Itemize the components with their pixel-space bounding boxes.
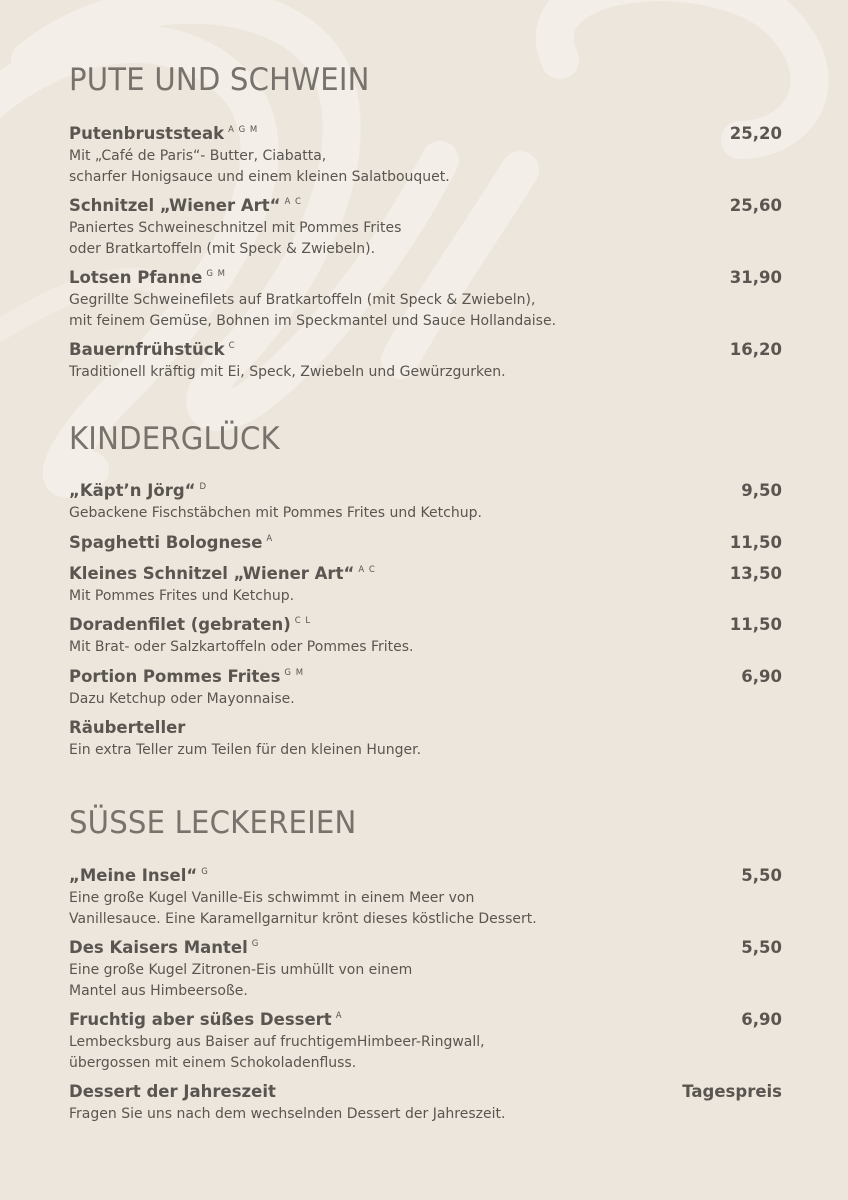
menu-item [69, 124, 782, 187]
allergen-codes: A G M [228, 125, 259, 135]
menu-item [69, 564, 782, 607]
allergen-codes: G M [284, 667, 305, 678]
item-name: Räuberteller [69, 718, 186, 737]
item-name: Fruchtig aber süßes Dessert $^A$ [69, 1010, 343, 1029]
allergen-codes: A [266, 533, 274, 544]
menu-item [69, 1010, 782, 1073]
item-description: Mit Brat- oder Salzkartoffeln oder Pommes Frites. [69, 639, 414, 655]
item-price: 11,50 [729, 532, 782, 552]
menu-item [69, 196, 782, 259]
item-description: Fragen Sie uns nach dem wechselnden Dessert der Jahreszeit. [69, 1106, 506, 1122]
allergen-codes: D [199, 482, 208, 492]
item-price: 5,50 [741, 866, 782, 885]
allergen-codes: A C [358, 564, 376, 575]
item-price: 5,50 [741, 938, 782, 957]
allergen-codes: G [201, 867, 209, 877]
item-price: 6,90 [741, 666, 782, 686]
menu-item [69, 340, 782, 383]
allergen-codes: C [228, 341, 236, 351]
item-name: Bauernfrühstück $^C$ [69, 340, 236, 359]
item-description: übergossen mit einem Schokoladenfluss. [69, 1054, 357, 1071]
item-name: Kleines Schnitzel „Wiener Art“ $^{A C}$ [69, 563, 376, 583]
item-description: Dazu Ketchup oder Mayonnaise. [69, 690, 295, 707]
item-description: Mit Pommes Frites und Ketchup. [69, 587, 295, 604]
item-name: Schnitzel „Wiener Art“ $^{A C}$ [69, 196, 302, 215]
item-description: oder Bratkartoffeln (mit Speck & Zwiebeln). [69, 240, 376, 257]
section-title: KINDERGLÜCK [69, 421, 280, 457]
item-price: 25,20 [729, 124, 782, 143]
menu-item [69, 481, 782, 524]
menu-item [69, 533, 782, 555]
menu-item [69, 667, 782, 710]
item-description: Mit „Café de Paris“- Butter, Ciabatta, [69, 148, 327, 164]
section-suesse-leckereien [69, 805, 782, 1125]
item-price: 25,60 [729, 196, 782, 215]
item-price: 11,50 [729, 615, 782, 634]
item-description: mit feinem Gemüse, Bohnen im Speckmantel und Sauce Hollandaise. [69, 312, 557, 329]
item-name: Dessert der Jahreszeit [69, 1082, 276, 1101]
item-description: Gebackene Fischstäbchen mit Pommes Frites und Ketchup. [69, 505, 482, 521]
menu-item [69, 718, 782, 761]
menu-item [69, 866, 782, 929]
item-name: Putenbruststeak $^{A G M}$ [69, 124, 259, 143]
allergen-codes: C L [294, 616, 312, 626]
item-description: Traditionell kräftig mit Ei, Speck, Zwiebeln und Gewürzgurken. [69, 364, 506, 380]
item-description: Ein extra Teller zum Teilen für den kleinen Hunger. [69, 742, 422, 758]
allergen-codes: A C [284, 197, 302, 207]
menu-item [69, 938, 782, 1001]
allergen-codes: G [251, 939, 260, 949]
item-description: Gegrillte Schweinefilets auf Bratkartoffeln (mit Speck & Zwiebeln), [69, 292, 536, 308]
section-pute-und-schwein [69, 62, 782, 383]
item-name: Lotsen Pfanne $^{G M}$ [69, 268, 226, 287]
item-price: 16,20 [729, 340, 782, 359]
item-price: 31,90 [729, 268, 782, 287]
allergen-codes: G M [206, 269, 226, 279]
item-price: 13,50 [729, 563, 782, 583]
section-kinderglueck [69, 421, 782, 761]
item-name: „Käpt’n Jörg“ $^D$ [69, 481, 208, 500]
item-name: Doradenfilet (gebraten) $^{C L}$ [69, 615, 312, 634]
item-name: Spaghetti Bolognese $^A$ [69, 532, 274, 552]
item-price: Tagespreis [682, 1082, 782, 1101]
section-title: SÜSSE LECKEREIEN [69, 805, 357, 841]
item-description: Lembecksburg aus Baiser auf fruchtigemHimbeer-Ringwall, [69, 1034, 485, 1050]
menu-item [69, 268, 782, 331]
item-name: Portion Pommes Frites $^{G M}$ [69, 666, 305, 686]
allergen-codes: A [335, 1011, 343, 1021]
item-name: Des Kaisers Mantel $^G$ [69, 938, 260, 957]
item-price: 6,90 [741, 1010, 782, 1029]
section-title: PUTE UND SCHWEIN [69, 62, 370, 98]
item-name: „Meine Insel“ $^G$ [69, 866, 209, 885]
menu-item [69, 615, 782, 658]
item-description: scharfer Honigsauce und einem kleinen Salatbouquet. [69, 168, 450, 185]
menu-item [69, 1082, 782, 1125]
item-description: Eine große Kugel Zitronen-Eis umhüllt von einem [69, 962, 413, 978]
item-description: Vanillesauce. Eine Karamellgarnitur krönt dieses köstliche Dessert. [69, 910, 537, 927]
item-price: 9,50 [741, 481, 782, 500]
item-description: Eine große Kugel Vanille-Eis schwimmt in einem Meer von [69, 890, 475, 906]
item-description: Mantel aus Himbeersoße. [69, 982, 248, 999]
item-description: Paniertes Schweineschnitzel mit Pommes Frites [69, 220, 402, 236]
